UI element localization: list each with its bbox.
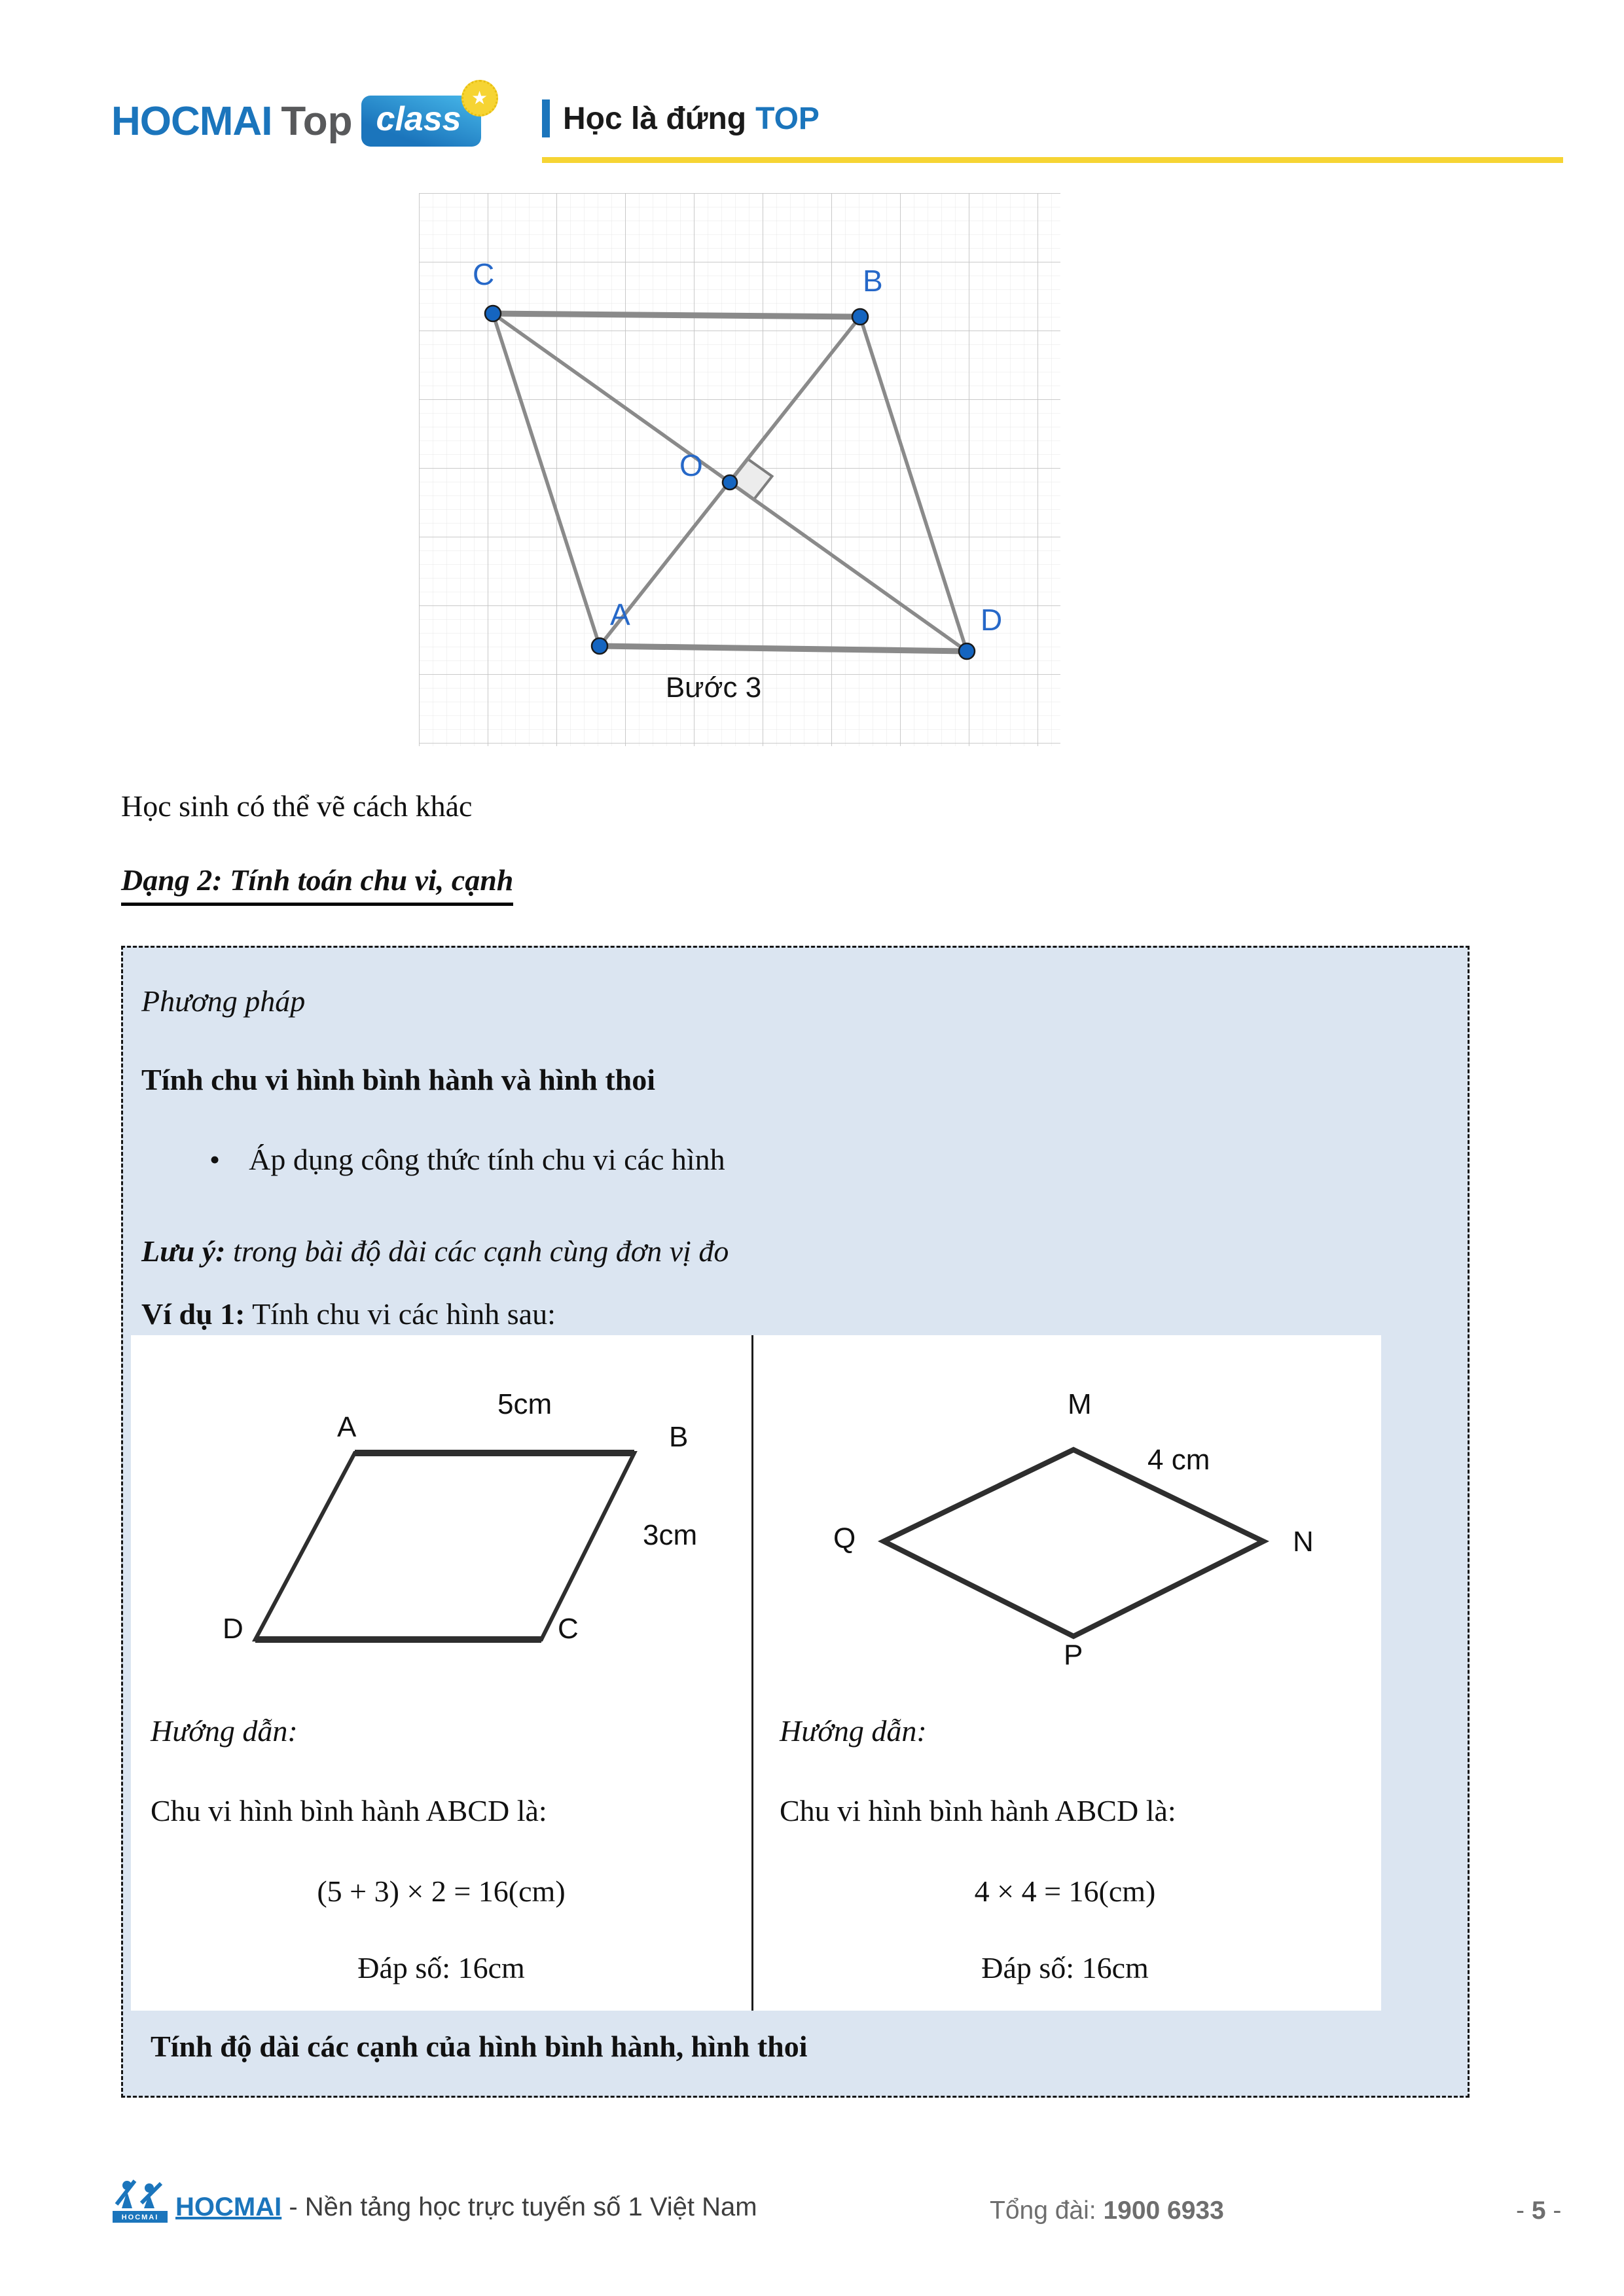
page-number: - 5 - — [1516, 2197, 1562, 2225]
left-answer-value: 16cm — [450, 1951, 525, 1984]
closing-line: Tính độ dài các cạnh của hình bình hành, hình thoi — [151, 2030, 808, 2063]
right-answer — [753, 1950, 1377, 1985]
edge-cb — [493, 314, 860, 317]
rhombus-figure — [755, 1352, 1378, 1666]
rhombus-shape — [884, 1450, 1263, 1636]
label-c: C — [473, 257, 495, 291]
right-formula: 4 × 4 = 16(cm) — [974, 1874, 1156, 1908]
right-answer-value: 16cm — [1074, 1951, 1149, 1984]
left-formula: (5 + 3) × 2 = 16(cm) — [317, 1874, 566, 1908]
logo-class-text: class — [376, 100, 461, 138]
hocmai-topclass-logo — [111, 88, 488, 147]
label-n: N — [1293, 1526, 1314, 1558]
label-pa: A — [337, 1411, 357, 1443]
column-divider — [751, 1335, 753, 2011]
point-o[interactable] — [723, 475, 737, 490]
header-yellow-rule — [542, 157, 1563, 163]
footer-brand-line — [175, 2193, 757, 2222]
right-guide-label: Hướng dẫn: — [780, 1714, 927, 1748]
label-pb: B — [669, 1421, 689, 1453]
label-p: P — [1064, 1639, 1083, 1666]
label-o: O — [679, 448, 703, 482]
logo-hocmai-text: HOCMAI — [111, 98, 272, 144]
method-box — [121, 946, 1470, 2098]
label-m: M — [1068, 1388, 1092, 1420]
logo-top-text: Top — [281, 98, 353, 144]
label-d: D — [981, 603, 1003, 637]
hocmai-footer-logo — [113, 2177, 168, 2223]
hotline-number: 1900 6933 — [1103, 2197, 1224, 2225]
tagline-text: Học là đứng — [563, 101, 747, 136]
label-b: B — [863, 264, 883, 298]
point-c[interactable] — [485, 306, 501, 321]
example-label: Ví dụ 1: — [141, 1297, 245, 1331]
footer-brand-suffix: - Nền tảng học trực tuyến số 1 Việt Nam — [281, 2193, 757, 2221]
step3-geometry-figure — [419, 193, 1060, 746]
label-q: Q — [833, 1522, 856, 1554]
note-body: trong bài độ dài các cạnh cùng đơn vị đo — [225, 1234, 729, 1268]
label-a: A — [610, 598, 630, 632]
left-answer-label: Đáp số: — [357, 1951, 451, 1984]
parallelogram-figure — [131, 1352, 751, 1666]
note-text: Học sinh có thể vẽ cách khác — [121, 789, 473, 823]
parallelogram-shape — [255, 1453, 634, 1640]
label-5cm: 5cm — [497, 1388, 552, 1420]
tagline-top-text: TOP — [755, 101, 820, 136]
left-statement: Chu vi hình bình hành ABCD là: — [151, 1794, 547, 1827]
left-answer — [131, 1950, 751, 1985]
label-pc: C — [558, 1613, 579, 1645]
left-guide-label: Hướng dẫn: — [151, 1714, 298, 1748]
star-badge-icon: ★ — [461, 80, 498, 117]
tagline-bar-icon — [542, 99, 550, 137]
point-b[interactable] — [852, 309, 868, 325]
point-a[interactable] — [592, 638, 607, 654]
label-4cm: 4 cm — [1147, 1444, 1210, 1476]
example-text: Tính chu vi các hình sau: — [245, 1297, 556, 1331]
method-subtitle: Tính chu vi hình bình hành và hình thoi — [141, 1063, 656, 1096]
bullet-icon: • — [209, 1143, 221, 1176]
footer-logo-caption: HOCMAI — [121, 2214, 159, 2221]
label-pd: D — [223, 1613, 244, 1645]
figure-caption: Bước 3 — [665, 672, 762, 704]
section-heading: Dạng 2: Tính toán chu vi, cạnh — [121, 863, 513, 906]
footer-hocmai-link[interactable]: HOCMAI — [175, 2193, 282, 2221]
method-label: Phương pháp — [141, 984, 306, 1018]
label-3cm: 3cm — [643, 1519, 698, 1551]
tagline — [542, 99, 820, 137]
right-statement: Chu vi hình bình hành ABCD là: — [780, 1794, 1176, 1827]
example-panel — [131, 1335, 1381, 2011]
footer-hotline — [990, 2197, 1224, 2225]
hotline-label: Tổng đài: — [990, 2197, 1104, 2225]
right-answer-label: Đáp số: — [981, 1951, 1075, 1984]
point-d[interactable] — [959, 643, 975, 659]
bullet-text: Áp dụng công thức tính chu vi các hình — [249, 1143, 725, 1176]
note-label: Lưu ý: — [141, 1234, 226, 1268]
method-bullet — [209, 1142, 725, 1177]
example-heading — [141, 1297, 556, 1331]
logo-class-box — [361, 88, 488, 147]
method-note — [141, 1234, 729, 1268]
page-number-value: 5 — [1531, 2197, 1546, 2225]
